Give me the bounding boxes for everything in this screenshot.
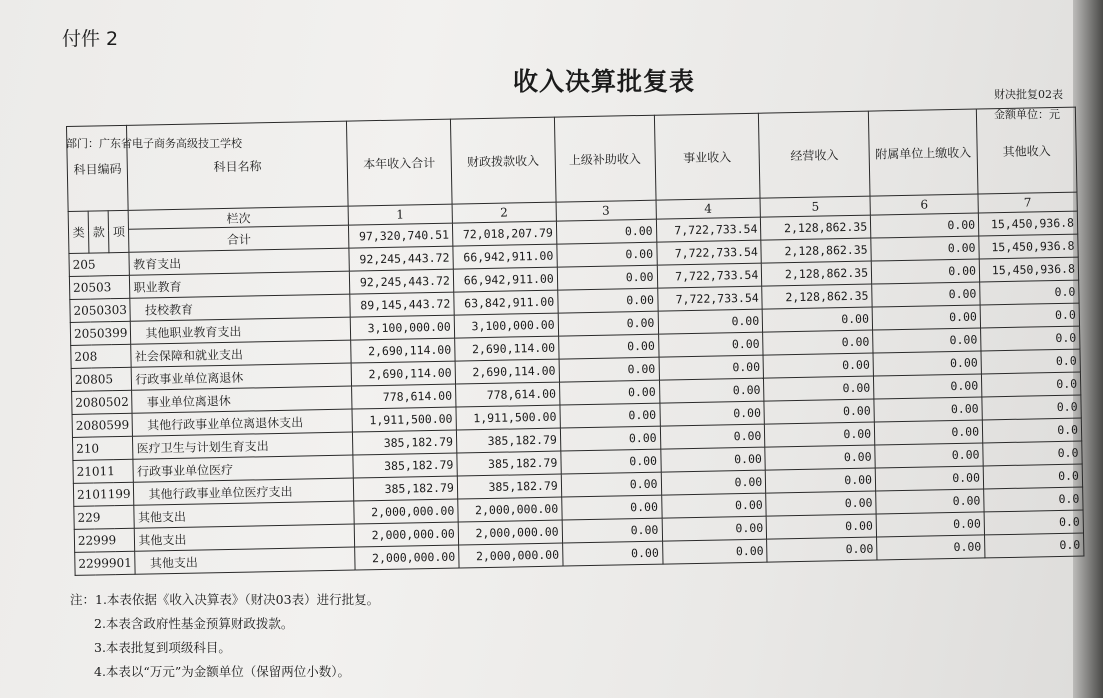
subject-code: 205	[69, 252, 130, 276]
total-value-4: 7,722,733.54	[656, 217, 761, 242]
row-value-7: 0.0	[985, 533, 1084, 558]
row-value-5: 0.00	[765, 422, 875, 447]
unit-label: 金额单位：元	[994, 108, 1060, 121]
total-value-3: 0.00	[556, 219, 656, 244]
row-value-5: 0.00	[762, 307, 872, 332]
subject-name: 行政事业单位医疗	[133, 455, 353, 482]
subject-code: 2050303	[70, 298, 131, 322]
row-value-4: 0.00	[660, 447, 765, 472]
subject-code: 2101199	[73, 482, 134, 506]
row-value-1: 385,182.79	[353, 453, 457, 478]
row-value-2: 385,182.79	[457, 451, 561, 476]
row-value-7: 0.0	[984, 487, 1083, 512]
row-value-3: 0.00	[560, 426, 660, 451]
subject-code: 21011	[73, 459, 134, 483]
row-value-1: 92,245,443.72	[349, 269, 453, 294]
subject-code: 210	[72, 436, 133, 460]
col-header-4: 事业收入	[654, 113, 760, 200]
row-value-1: 2,690,114.00	[351, 338, 455, 363]
row-value-1: 385,182.79	[353, 476, 457, 501]
subject-name: 其他支出	[135, 547, 355, 574]
row-value-5: 2,128,862.35	[762, 284, 872, 309]
row-value-5: 0.00	[766, 491, 876, 516]
subject-code: 229	[74, 505, 135, 529]
subject-name: 其他支出	[135, 524, 355, 551]
row-value-7: 15,450,936.8	[979, 234, 1078, 259]
row-value-7: 0.0	[984, 510, 1083, 535]
note-3: 3.本表批复到项级科目。	[94, 640, 231, 655]
row-value-2: 63,842,911.00	[454, 290, 558, 315]
row-value-1: 3,100,000.00	[350, 315, 454, 340]
subject-name: 职业教育	[130, 271, 350, 298]
row-value-4: 0.00	[661, 470, 766, 495]
row-value-3: 0.00	[562, 541, 662, 566]
row-value-7: 0.0	[981, 326, 1080, 351]
total-value-6: 0.00	[870, 213, 978, 238]
col-number-7: 7	[978, 192, 1077, 213]
row-value-1: 2,000,000.00	[354, 499, 458, 524]
total-value-1: 97,320,740.51	[348, 223, 452, 248]
row-value-5: 0.00	[764, 376, 874, 401]
row-value-5: 0.00	[763, 353, 873, 378]
subject-code: 20805	[71, 367, 132, 391]
form-code: 财决批复02表	[994, 88, 1063, 101]
subject-code: 2299901	[75, 551, 136, 575]
total-label: 合计	[129, 225, 349, 252]
row-value-2: 2,000,000.00	[458, 543, 562, 568]
row-value-6: 0.00	[872, 282, 980, 307]
row-value-6: 0.00	[871, 236, 979, 261]
department-label: 部门：广东省电子商务高级技工学校	[66, 137, 242, 150]
row-value-6: 0.00	[876, 489, 984, 514]
row-value-7: 0.0	[983, 464, 1082, 489]
col-header-6: 附属单位上缴收入	[868, 109, 978, 196]
row-value-1: 2,000,000.00	[355, 545, 459, 570]
row-value-3: 0.00	[557, 265, 657, 290]
col-number-4: 4	[656, 198, 761, 219]
row-value-5: 2,128,862.35	[761, 238, 871, 263]
row-value-4: 0.00	[658, 309, 763, 334]
row-value-7: 0.0	[981, 349, 1080, 374]
subject-name: 其他职业教育支出	[131, 317, 351, 344]
note-1: 注：1.本表依据《收入决算表》（财决03表）进行批复。	[70, 592, 380, 607]
row-value-4: 0.00	[661, 493, 766, 518]
row-value-3: 0.00	[562, 518, 662, 543]
row-value-3: 0.00	[561, 495, 661, 520]
note-2: 2.本表含政府性基金预算财政拨款。	[94, 616, 294, 631]
row-value-4: 0.00	[659, 378, 764, 403]
row-value-1: 89,145,443.72	[350, 292, 454, 317]
row-value-6: 0.00	[871, 259, 979, 284]
col-number-1: 1	[348, 204, 452, 225]
subject-name: 技校教育	[130, 294, 350, 321]
lanci-label: 栏次	[129, 206, 349, 229]
row-value-7: 0.0	[982, 418, 1081, 443]
row-value-5: 2,128,862.35	[762, 261, 872, 286]
row-value-1: 778,614.00	[351, 384, 455, 409]
row-value-5: 0.00	[764, 399, 874, 424]
row-value-3: 0.00	[557, 288, 657, 313]
row-value-6: 0.00	[874, 374, 982, 399]
col-header-7: 其他收入	[976, 107, 1077, 194]
row-value-4: 0.00	[659, 355, 764, 380]
row-value-6: 0.00	[875, 443, 983, 468]
row-value-1: 2,000,000.00	[354, 522, 458, 547]
subject-name: 医疗卫生与计划生育支出	[133, 432, 353, 459]
row-value-2: 385,182.79	[457, 474, 561, 499]
page-title: 收入决算批复表	[513, 67, 696, 96]
row-value-1: 2,690,114.00	[351, 361, 455, 386]
row-value-3: 0.00	[559, 380, 659, 405]
col-header-1: 本年收入合计	[346, 119, 452, 206]
total-value-7: 15,450,936.8	[978, 211, 1077, 236]
row-value-7: 15,450,936.8	[979, 257, 1078, 282]
col-number-2: 2	[452, 202, 556, 223]
subject-name: 教育支出	[129, 248, 349, 275]
note-4: 4.本表以“万元”为金额单位（保留两位小数）。	[94, 664, 350, 679]
subject-name: 其他行政事业单位离退休支出	[132, 409, 352, 436]
row-value-7: 0.0	[980, 303, 1079, 328]
row-value-6: 0.00	[873, 351, 981, 376]
row-value-5: 0.00	[766, 514, 876, 539]
row-value-5: 0.00	[766, 468, 876, 493]
row-value-7: 0.0	[982, 395, 1081, 420]
row-value-2: 2,000,000.00	[458, 497, 562, 522]
subject-name: 其他行政事业单位医疗支出	[134, 478, 354, 505]
subject-code: 2080502	[72, 390, 133, 414]
subject-code: 22999	[74, 528, 135, 552]
row-value-3: 0.00	[561, 472, 661, 497]
col-number-6: 6	[870, 194, 978, 215]
row-value-4: 0.00	[662, 539, 767, 564]
row-value-2: 66,942,911.00	[453, 267, 557, 292]
attachment-label: 付件 2	[62, 28, 119, 50]
row-value-1: 385,182.79	[352, 430, 456, 455]
row-value-5: 0.00	[765, 445, 875, 470]
row-value-2: 66,942,911.00	[453, 244, 557, 269]
row-value-6: 0.00	[873, 328, 981, 353]
row-value-1: 92,245,443.72	[349, 246, 453, 271]
row-value-2: 385,182.79	[456, 428, 560, 453]
row-value-6: 0.00	[874, 397, 982, 422]
xiang-header: 项	[108, 210, 129, 252]
row-value-6: 0.00	[875, 466, 983, 491]
lei-header: 类	[68, 211, 89, 253]
row-value-7: 0.0	[980, 280, 1079, 305]
total-value-5: 2,128,862.35	[761, 215, 871, 240]
row-value-6: 0.00	[874, 420, 982, 445]
total-value-2: 72,018,207.79	[452, 221, 556, 246]
row-value-4: 7,722,733.54	[657, 263, 762, 288]
row-value-4: 0.00	[658, 332, 763, 357]
row-value-3: 0.00	[557, 242, 657, 267]
subject-name: 行政事业单位离退休	[132, 363, 352, 390]
row-value-6: 0.00	[877, 535, 985, 560]
row-value-6: 0.00	[876, 512, 984, 537]
row-value-5: 0.00	[767, 537, 877, 562]
subject-name: 其他支出	[134, 501, 354, 528]
row-value-4: 7,722,733.54	[656, 240, 761, 265]
col-number-3: 3	[556, 200, 656, 221]
subject-name: 社会保障和就业支出	[131, 340, 351, 367]
row-value-3: 0.00	[560, 403, 660, 428]
subject-code: 208	[71, 344, 132, 368]
row-value-1: 1,911,500.00	[352, 407, 456, 432]
col-number-5: 5	[760, 196, 870, 217]
row-value-4: 7,722,733.54	[657, 286, 762, 311]
row-value-2: 2,690,114.00	[454, 336, 558, 361]
col-header-2: 财政拨款收入	[450, 117, 556, 204]
income-settlement-table	[66, 107, 1084, 576]
subject-code: 20503	[69, 275, 130, 299]
row-value-3: 0.00	[559, 357, 659, 382]
row-value-7: 0.0	[983, 441, 1082, 466]
row-value-4: 0.00	[659, 401, 764, 426]
subject-name: 事业单位离退休	[132, 386, 352, 413]
col-header-5: 经营收入	[759, 111, 870, 198]
row-value-5: 0.00	[763, 330, 873, 355]
subject-code-header: 科目编码	[67, 125, 129, 211]
row-value-2: 3,100,000.00	[454, 313, 558, 338]
row-value-3: 0.00	[561, 449, 661, 474]
row-value-4: 0.00	[660, 424, 765, 449]
row-value-2: 778,614.00	[455, 382, 559, 407]
kuan-header: 款	[88, 211, 109, 253]
row-value-2: 2,000,000.00	[458, 520, 562, 545]
subject-code: 2080599	[72, 413, 133, 437]
row-value-3: 0.00	[558, 334, 658, 359]
income-table-wrapper	[66, 107, 1085, 586]
notes	[70, 588, 379, 684]
subject-name-header: 科目名称	[127, 121, 348, 210]
row-value-7: 0.0	[981, 372, 1080, 397]
row-value-3: 0.00	[558, 311, 658, 336]
subject-code: 2050399	[70, 321, 131, 345]
row-value-4: 0.00	[662, 516, 767, 541]
row-value-6: 0.00	[872, 305, 980, 330]
row-value-2: 2,690,114.00	[455, 359, 559, 384]
row-value-2: 1,911,500.00	[456, 405, 560, 430]
col-header-3: 上级补助收入	[554, 115, 655, 202]
